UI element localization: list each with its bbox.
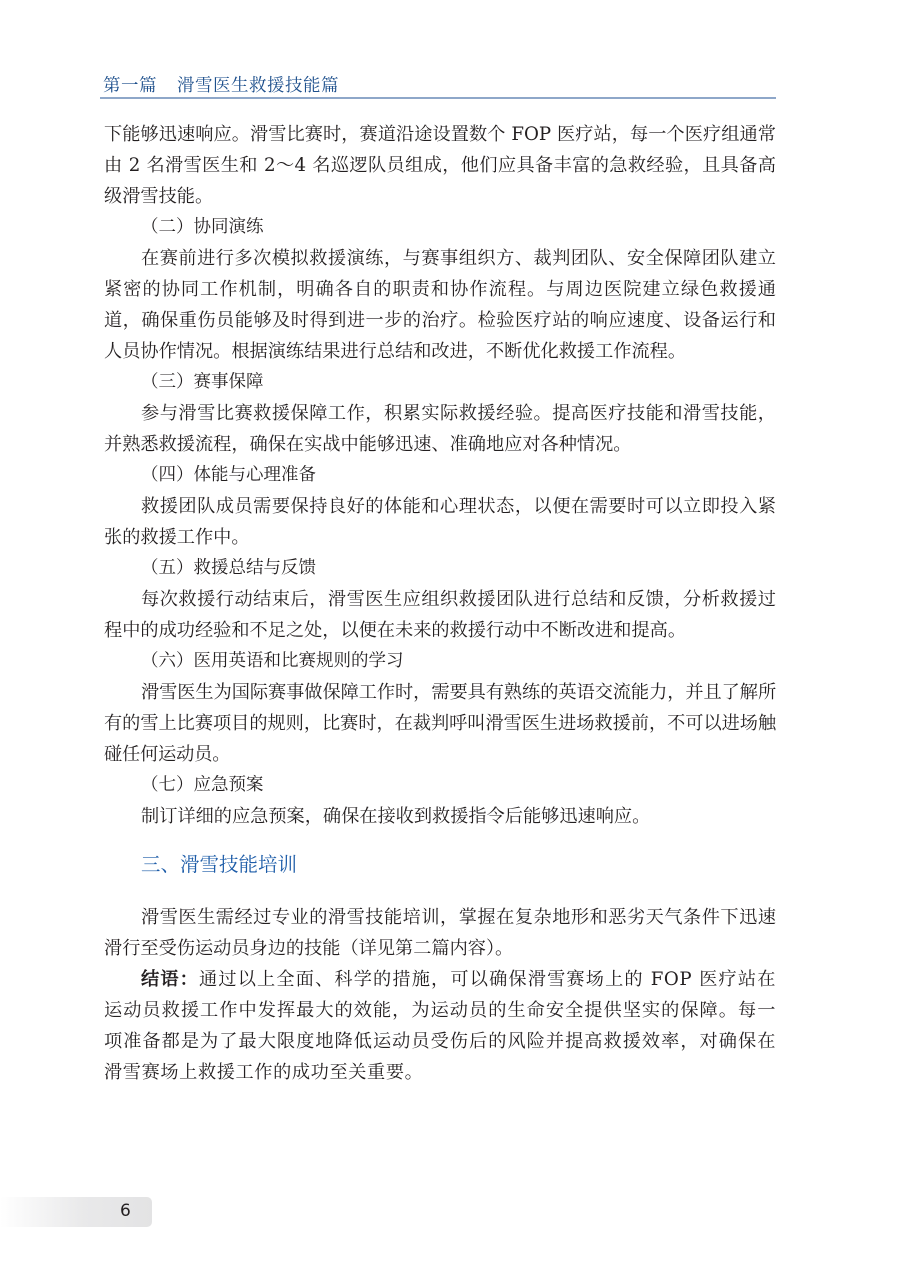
continuation-paragraph: 下能够迅速响应。滑雪比赛时，赛道沿途设置数个 FOP 医疗站，每一个医疗组通常由 2 名滑雪医生和 2～4 名巡逻队员组成，他们应具备丰富的急救经验，且具备高级滑雪技能。 [104,124,776,207]
header-rule [100,97,776,99]
conclusion-paragraph [104,964,776,1088]
conclusion-label: 结语： [141,969,200,990]
body-paragraph: 制订详细的应急预案，确保在接收到救援指令后能够迅速响应。 [141,806,651,827]
subsection-heading: （六）医用英语和比赛规则的学习 [141,651,404,671]
body-paragraph: 参与滑雪比赛救援保障工作，积累实际救援经验。提高医疗技能和滑雪技能，并熟悉救援流程，确保在实战中能够迅速、准确地应对各种情况。 [104,403,776,455]
body-paragraph: 滑雪医生需经过专业的滑雪技能培训，掌握在复杂地形和恶劣天气条件下迅速滑行至受伤运动员身边的技能（详见第二篇内容）。 [104,907,776,959]
body-paragraph: 每次救援行动结束后，滑雪医生应组织救援团队进行总结和反馈，分析救援过程中的成功经验和不足之处，以便在未来的救援行动中不断改进和提高。 [104,589,776,641]
subsection-heading: （七）应急预案 [141,775,264,795]
subsection-heading: （二）协同演练 [141,217,264,237]
page-number: 6 [120,1201,131,1221]
header-title: 滑雪医生救援技能篇 [177,76,339,96]
page-content [104,119,776,1088]
subsection-heading: （五）救援总结与反馈 [141,558,316,578]
running-header [103,72,339,97]
body-paragraph: 救援团队成员需要保持良好的体能和心理状态，以便在需要时可以立即投入紧张的救援工作中。 [104,496,776,548]
subsection-heading: （四）体能与心理准备 [141,465,316,485]
subsection-heading: （三）赛事保障 [141,372,264,392]
section-title: 三、滑雪技能培训 [141,853,298,876]
conclusion-text: 通过以上全面、科学的措施，可以确保滑雪赛场上的 FOP 医疗站在运动员救援工作中发挥最大的效能，为运动员的生命安全提供坚实的保障。每一项准备都是为了最大限度地降低运动员受伤后的风险并提高救援效率，对确保在滑雪赛场上救援工作的成功至关重要。 [104,969,776,1083]
body-paragraph: 滑雪医生为国际赛事做保障工作时，需要具有熟练的英语交流能力，并且了解所有的雪上比赛项目的规则，比赛时，在裁判呼叫滑雪医生进场救援前，不可以进场触碰任何运动员。 [104,682,776,765]
body-paragraph: 在赛前进行多次模拟救援演练，与赛事组织方、裁判团队、安全保障团队建立紧密的协同工作机制，明确各自的职责和协作流程。与周边医院建立绿色救援通道，确保重伤员能够及时得到进一步的治疗。检验医疗站的响应速度、设备运行和人员协作情况。根据演练结果进行总结和改进，不断优化救援工作流程。 [104,248,776,362]
header-part: 第一篇 [103,76,157,96]
